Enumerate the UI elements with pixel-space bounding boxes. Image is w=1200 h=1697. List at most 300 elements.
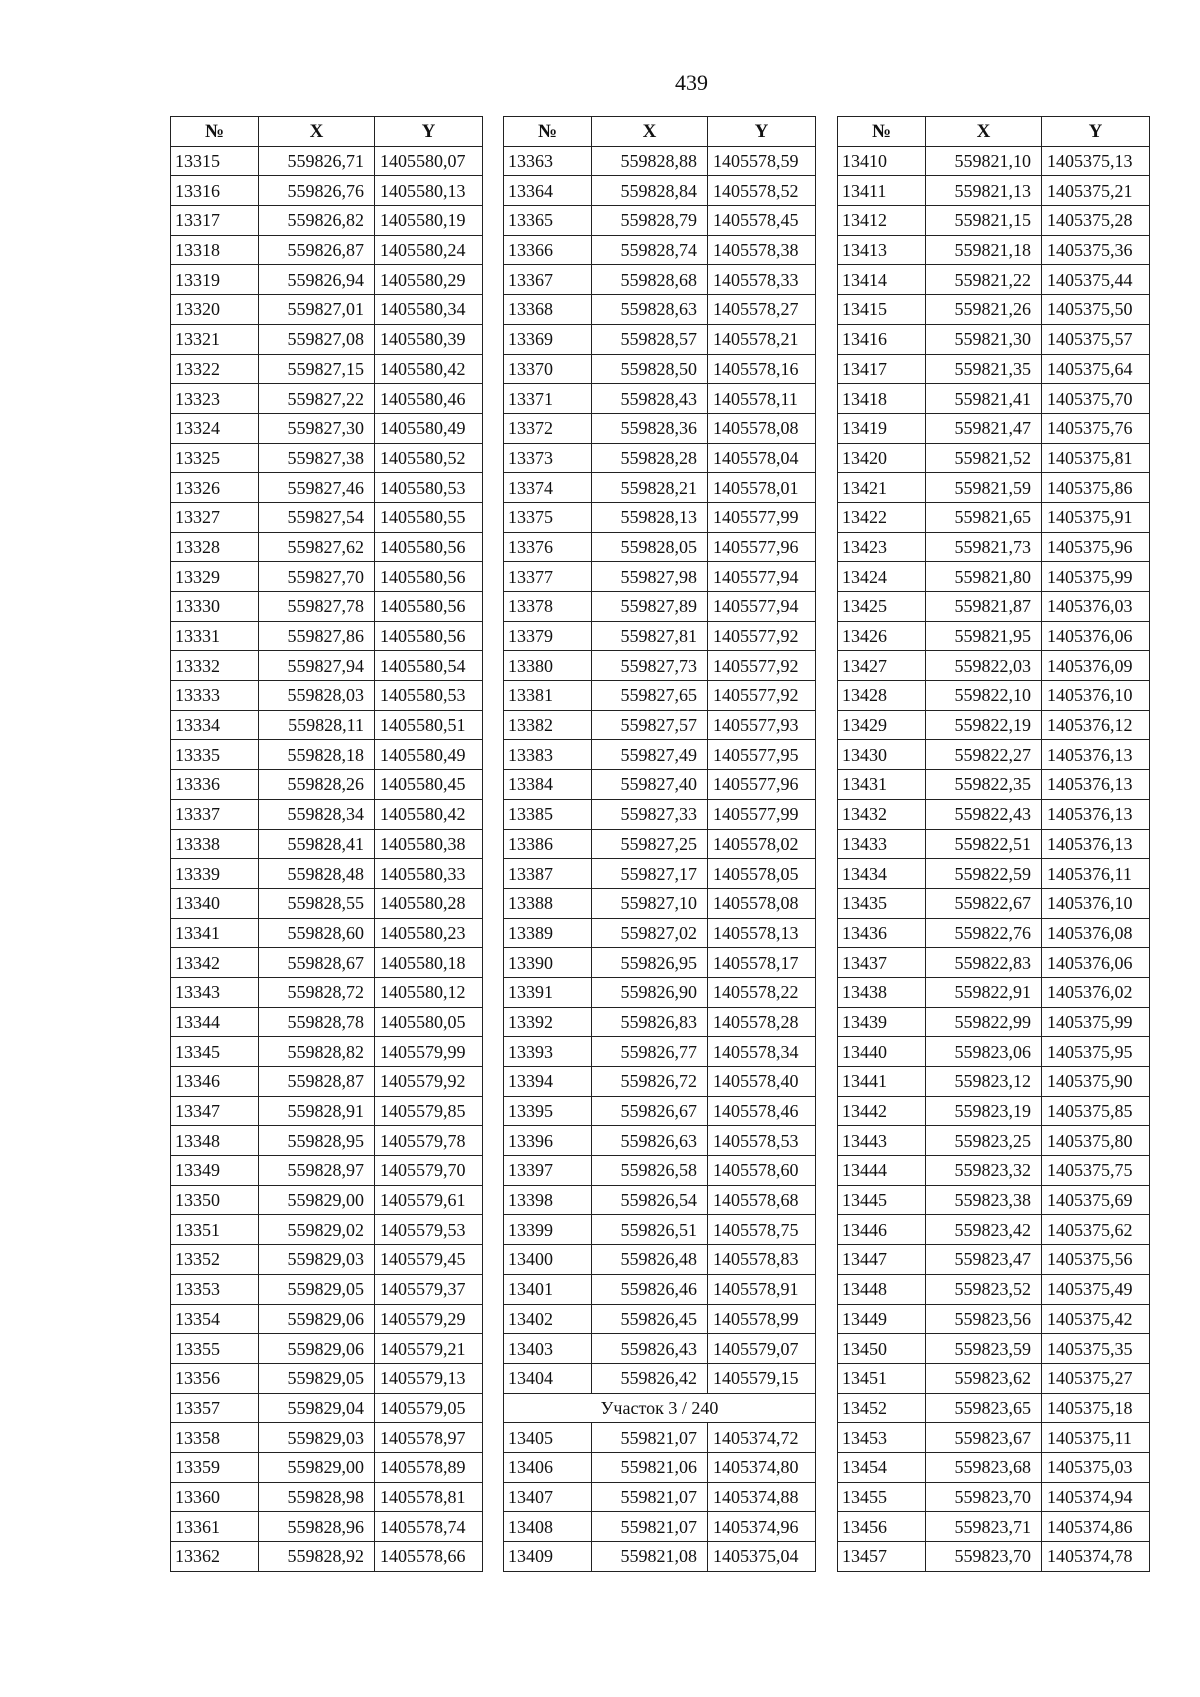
y-coordinate-cell: 1405580,33 bbox=[375, 859, 483, 889]
x-coordinate-cell: 559821,08 bbox=[592, 1542, 708, 1572]
x-coordinate-cell: 559826,94 bbox=[259, 265, 375, 295]
table-row bbox=[838, 592, 1150, 622]
y-coordinate-cell: 1405578,66 bbox=[375, 1542, 483, 1572]
point-number-cell: 13376 bbox=[504, 532, 592, 562]
y-coordinate-cell: 1405580,39 bbox=[375, 324, 483, 354]
y-coordinate-cell: 1405580,55 bbox=[375, 502, 483, 532]
x-coordinate-cell: 559828,84 bbox=[592, 176, 708, 206]
y-coordinate-cell: 1405580,49 bbox=[375, 413, 483, 443]
table-row bbox=[504, 592, 816, 622]
x-coordinate-cell: 559826,51 bbox=[592, 1215, 708, 1245]
point-number-cell: 13349 bbox=[171, 1156, 259, 1186]
point-number-cell: 13325 bbox=[171, 443, 259, 473]
point-number-cell: 13405 bbox=[504, 1423, 592, 1453]
point-number-cell: 13361 bbox=[171, 1512, 259, 1542]
point-number-cell: 13433 bbox=[838, 829, 926, 859]
point-number-cell: 13408 bbox=[504, 1512, 592, 1542]
y-coordinate-cell: 1405376,11 bbox=[1042, 859, 1150, 889]
point-number-cell: 13345 bbox=[171, 1037, 259, 1067]
point-number-cell: 13403 bbox=[504, 1334, 592, 1364]
point-number-cell: 13429 bbox=[838, 710, 926, 740]
table-row bbox=[838, 1245, 1150, 1275]
y-coordinate-cell: 1405376,09 bbox=[1042, 651, 1150, 681]
x-coordinate-cell: 559829,03 bbox=[259, 1423, 375, 1453]
x-coordinate-cell: 559828,97 bbox=[259, 1156, 375, 1186]
column-header-number: № bbox=[504, 117, 592, 147]
y-coordinate-cell: 1405580,42 bbox=[375, 799, 483, 829]
x-coordinate-cell: 559828,91 bbox=[259, 1096, 375, 1126]
point-number-cell: 13367 bbox=[504, 265, 592, 295]
x-coordinate-cell: 559828,82 bbox=[259, 1037, 375, 1067]
y-coordinate-cell: 1405578,27 bbox=[708, 295, 816, 325]
y-coordinate-cell: 1405375,35 bbox=[1042, 1334, 1150, 1364]
table-row bbox=[838, 918, 1150, 948]
section-heading-row bbox=[504, 1393, 816, 1423]
y-coordinate-cell: 1405375,96 bbox=[1042, 532, 1150, 562]
x-coordinate-cell: 559826,72 bbox=[592, 1067, 708, 1097]
point-number-cell: 13413 bbox=[838, 235, 926, 265]
table-row bbox=[504, 1096, 816, 1126]
y-coordinate-cell: 1405578,16 bbox=[708, 354, 816, 384]
x-coordinate-cell: 559829,00 bbox=[259, 1452, 375, 1482]
point-number-cell: 13370 bbox=[504, 354, 592, 384]
table-row bbox=[838, 1334, 1150, 1364]
y-coordinate-cell: 1405577,92 bbox=[708, 651, 816, 681]
x-coordinate-cell: 559822,99 bbox=[926, 1007, 1042, 1037]
y-coordinate-cell: 1405580,56 bbox=[375, 592, 483, 622]
point-number-cell: 13387 bbox=[504, 859, 592, 889]
x-coordinate-cell: 559826,95 bbox=[592, 948, 708, 978]
x-coordinate-cell: 559827,17 bbox=[592, 859, 708, 889]
y-coordinate-cell: 1405580,29 bbox=[375, 265, 483, 295]
table-row bbox=[171, 1452, 483, 1482]
x-coordinate-cell: 559826,63 bbox=[592, 1126, 708, 1156]
table-row bbox=[838, 710, 1150, 740]
table-row bbox=[171, 562, 483, 592]
table-row bbox=[171, 681, 483, 711]
x-coordinate-cell: 559828,63 bbox=[592, 295, 708, 325]
x-coordinate-cell: 559827,08 bbox=[259, 324, 375, 354]
table-row bbox=[504, 146, 816, 176]
point-number-cell: 13368 bbox=[504, 295, 592, 325]
point-number-cell: 13372 bbox=[504, 413, 592, 443]
x-coordinate-cell: 559827,30 bbox=[259, 413, 375, 443]
y-coordinate-cell: 1405578,04 bbox=[708, 443, 816, 473]
point-number-cell: 13436 bbox=[838, 918, 926, 948]
x-coordinate-cell: 559827,33 bbox=[592, 799, 708, 829]
table-row bbox=[838, 206, 1150, 236]
table-row bbox=[504, 1363, 816, 1393]
table-row bbox=[171, 324, 483, 354]
table-row bbox=[838, 295, 1150, 325]
point-number-cell: 13371 bbox=[504, 384, 592, 414]
y-coordinate-cell: 1405374,86 bbox=[1042, 1512, 1150, 1542]
table-row bbox=[171, 770, 483, 800]
table-row bbox=[171, 918, 483, 948]
y-coordinate-cell: 1405578,99 bbox=[708, 1304, 816, 1334]
x-coordinate-cell: 559823,32 bbox=[926, 1156, 1042, 1186]
x-coordinate-cell: 559822,03 bbox=[926, 651, 1042, 681]
y-coordinate-cell: 1405375,62 bbox=[1042, 1215, 1150, 1245]
x-coordinate-cell: 559823,68 bbox=[926, 1452, 1042, 1482]
table-row bbox=[171, 1245, 483, 1275]
x-coordinate-cell: 559821,07 bbox=[592, 1482, 708, 1512]
point-number-cell: 13364 bbox=[504, 176, 592, 206]
point-number-cell: 13326 bbox=[171, 473, 259, 503]
y-coordinate-cell: 1405577,99 bbox=[708, 799, 816, 829]
point-number-cell: 13315 bbox=[171, 146, 259, 176]
y-coordinate-cell: 1405580,12 bbox=[375, 977, 483, 1007]
y-coordinate-cell: 1405375,03 bbox=[1042, 1452, 1150, 1482]
y-coordinate-cell: 1405374,80 bbox=[708, 1452, 816, 1482]
point-number-cell: 13336 bbox=[171, 770, 259, 800]
table-row bbox=[838, 740, 1150, 770]
x-coordinate-cell: 559829,06 bbox=[259, 1304, 375, 1334]
table-row bbox=[171, 443, 483, 473]
table-row bbox=[838, 1482, 1150, 1512]
table-row bbox=[504, 324, 816, 354]
table-row bbox=[838, 1067, 1150, 1097]
x-coordinate-cell: 559823,42 bbox=[926, 1215, 1042, 1245]
point-number-cell: 13329 bbox=[171, 562, 259, 592]
y-coordinate-cell: 1405578,01 bbox=[708, 473, 816, 503]
x-coordinate-cell: 559828,43 bbox=[592, 384, 708, 414]
table-row bbox=[504, 1542, 816, 1572]
column-header-number: № bbox=[838, 117, 926, 147]
table-row bbox=[171, 1482, 483, 1512]
x-coordinate-cell: 559828,74 bbox=[592, 235, 708, 265]
x-coordinate-cell: 559823,65 bbox=[926, 1393, 1042, 1423]
y-coordinate-cell: 1405580,51 bbox=[375, 710, 483, 740]
x-coordinate-cell: 559827,02 bbox=[592, 918, 708, 948]
y-coordinate-cell: 1405578,60 bbox=[708, 1156, 816, 1186]
table-row bbox=[504, 770, 816, 800]
x-coordinate-cell: 559828,88 bbox=[592, 146, 708, 176]
point-number-cell: 13375 bbox=[504, 502, 592, 532]
table-row bbox=[504, 502, 816, 532]
x-coordinate-cell: 559823,47 bbox=[926, 1245, 1042, 1275]
x-coordinate-cell: 559821,22 bbox=[926, 265, 1042, 295]
y-coordinate-cell: 1405376,12 bbox=[1042, 710, 1150, 740]
x-coordinate-cell: 559821,41 bbox=[926, 384, 1042, 414]
table-row bbox=[171, 1126, 483, 1156]
table-row bbox=[171, 621, 483, 651]
y-coordinate-cell: 1405376,13 bbox=[1042, 829, 1150, 859]
x-coordinate-cell: 559828,68 bbox=[592, 265, 708, 295]
x-coordinate-cell: 559823,70 bbox=[926, 1542, 1042, 1572]
table-row bbox=[838, 176, 1150, 206]
point-number-cell: 13360 bbox=[171, 1482, 259, 1512]
x-coordinate-cell: 559823,67 bbox=[926, 1423, 1042, 1453]
table-row bbox=[504, 681, 816, 711]
y-coordinate-cell: 1405580,56 bbox=[375, 621, 483, 651]
table-row bbox=[171, 888, 483, 918]
y-coordinate-cell: 1405578,17 bbox=[708, 948, 816, 978]
y-coordinate-cell: 1405375,69 bbox=[1042, 1185, 1150, 1215]
x-coordinate-cell: 559823,06 bbox=[926, 1037, 1042, 1067]
table-row bbox=[171, 176, 483, 206]
y-coordinate-cell: 1405580,07 bbox=[375, 146, 483, 176]
y-coordinate-cell: 1405376,03 bbox=[1042, 592, 1150, 622]
x-coordinate-cell: 559828,18 bbox=[259, 740, 375, 770]
x-coordinate-cell: 559827,57 bbox=[592, 710, 708, 740]
table-row bbox=[838, 888, 1150, 918]
x-coordinate-cell: 559821,65 bbox=[926, 502, 1042, 532]
point-number-cell: 13453 bbox=[838, 1423, 926, 1453]
x-coordinate-cell: 559826,71 bbox=[259, 146, 375, 176]
point-number-cell: 13350 bbox=[171, 1185, 259, 1215]
y-coordinate-cell: 1405578,21 bbox=[708, 324, 816, 354]
table-row bbox=[171, 948, 483, 978]
y-coordinate-cell: 1405579,13 bbox=[375, 1363, 483, 1393]
y-coordinate-cell: 1405578,46 bbox=[708, 1096, 816, 1126]
y-coordinate-cell: 1405578,34 bbox=[708, 1037, 816, 1067]
table-row bbox=[171, 354, 483, 384]
y-coordinate-cell: 1405577,99 bbox=[708, 502, 816, 532]
x-coordinate-cell: 559828,34 bbox=[259, 799, 375, 829]
y-coordinate-cell: 1405374,72 bbox=[708, 1423, 816, 1453]
point-number-cell: 13384 bbox=[504, 770, 592, 800]
x-coordinate-cell: 559821,80 bbox=[926, 562, 1042, 592]
x-coordinate-cell: 559827,25 bbox=[592, 829, 708, 859]
x-coordinate-cell: 559827,73 bbox=[592, 651, 708, 681]
x-coordinate-cell: 559821,18 bbox=[926, 235, 1042, 265]
y-coordinate-cell: 1405580,54 bbox=[375, 651, 483, 681]
point-number-cell: 13428 bbox=[838, 681, 926, 711]
x-coordinate-cell: 559821,07 bbox=[592, 1423, 708, 1453]
table-row bbox=[504, 265, 816, 295]
table-row bbox=[171, 740, 483, 770]
point-number-cell: 13318 bbox=[171, 235, 259, 265]
y-coordinate-cell: 1405375,04 bbox=[708, 1542, 816, 1572]
y-coordinate-cell: 1405579,99 bbox=[375, 1037, 483, 1067]
point-number-cell: 13383 bbox=[504, 740, 592, 770]
table-row bbox=[171, 1423, 483, 1453]
y-coordinate-cell: 1405579,70 bbox=[375, 1156, 483, 1186]
point-number-cell: 13323 bbox=[171, 384, 259, 414]
table-row bbox=[504, 740, 816, 770]
table-row bbox=[504, 710, 816, 740]
y-coordinate-cell: 1405578,83 bbox=[708, 1245, 816, 1275]
point-number-cell: 13417 bbox=[838, 354, 926, 384]
table-row bbox=[504, 1126, 816, 1156]
table-row bbox=[171, 1393, 483, 1423]
x-coordinate-cell: 559829,03 bbox=[259, 1245, 375, 1275]
table-row bbox=[504, 413, 816, 443]
point-number-cell: 13420 bbox=[838, 443, 926, 473]
point-number-cell: 13404 bbox=[504, 1363, 592, 1393]
x-coordinate-cell: 559828,28 bbox=[592, 443, 708, 473]
point-number-cell: 13391 bbox=[504, 977, 592, 1007]
y-coordinate-cell: 1405580,18 bbox=[375, 948, 483, 978]
y-coordinate-cell: 1405375,49 bbox=[1042, 1274, 1150, 1304]
y-coordinate-cell: 1405376,10 bbox=[1042, 681, 1150, 711]
x-coordinate-cell: 559827,70 bbox=[259, 562, 375, 592]
table-row bbox=[504, 799, 816, 829]
point-number-cell: 13339 bbox=[171, 859, 259, 889]
x-coordinate-cell: 559828,79 bbox=[592, 206, 708, 236]
y-coordinate-cell: 1405578,13 bbox=[708, 918, 816, 948]
point-number-cell: 13396 bbox=[504, 1126, 592, 1156]
y-coordinate-cell: 1405580,45 bbox=[375, 770, 483, 800]
y-coordinate-cell: 1405375,28 bbox=[1042, 206, 1150, 236]
table-row bbox=[171, 859, 483, 889]
x-coordinate-cell: 559822,19 bbox=[926, 710, 1042, 740]
x-coordinate-cell: 559827,46 bbox=[259, 473, 375, 503]
x-coordinate-cell: 559829,02 bbox=[259, 1215, 375, 1245]
point-number-cell: 13378 bbox=[504, 592, 592, 622]
y-coordinate-cell: 1405375,70 bbox=[1042, 384, 1150, 414]
table-row bbox=[504, 384, 816, 414]
table-row bbox=[504, 859, 816, 889]
point-number-cell: 13343 bbox=[171, 977, 259, 1007]
y-coordinate-cell: 1405578,22 bbox=[708, 977, 816, 1007]
x-coordinate-cell: 559821,59 bbox=[926, 473, 1042, 503]
x-coordinate-cell: 559828,13 bbox=[592, 502, 708, 532]
y-coordinate-cell: 1405374,88 bbox=[708, 1482, 816, 1512]
table-row bbox=[171, 651, 483, 681]
table-row bbox=[504, 888, 816, 918]
x-coordinate-cell: 559822,10 bbox=[926, 681, 1042, 711]
page-number: 439 bbox=[675, 70, 708, 95]
point-number-cell: 13434 bbox=[838, 859, 926, 889]
point-number-cell: 13439 bbox=[838, 1007, 926, 1037]
x-coordinate-cell: 559827,89 bbox=[592, 592, 708, 622]
table-row bbox=[171, 1304, 483, 1334]
table-row bbox=[504, 651, 816, 681]
y-coordinate-cell: 1405577,94 bbox=[708, 562, 816, 592]
point-number-cell: 13355 bbox=[171, 1334, 259, 1364]
point-number-cell: 13449 bbox=[838, 1304, 926, 1334]
table-row bbox=[504, 948, 816, 978]
point-number-cell: 13335 bbox=[171, 740, 259, 770]
column-header-y: Y bbox=[375, 117, 483, 147]
x-coordinate-cell: 559823,59 bbox=[926, 1334, 1042, 1364]
point-number-cell: 13425 bbox=[838, 592, 926, 622]
point-number-cell: 13426 bbox=[838, 621, 926, 651]
table-row bbox=[504, 1007, 816, 1037]
table-row bbox=[838, 1156, 1150, 1186]
y-coordinate-cell: 1405375,36 bbox=[1042, 235, 1150, 265]
point-number-cell: 13327 bbox=[171, 502, 259, 532]
y-coordinate-cell: 1405375,57 bbox=[1042, 324, 1150, 354]
point-number-cell: 13344 bbox=[171, 1007, 259, 1037]
x-coordinate-cell: 559828,55 bbox=[259, 888, 375, 918]
point-number-cell: 13440 bbox=[838, 1037, 926, 1067]
point-number-cell: 13363 bbox=[504, 146, 592, 176]
x-coordinate-cell: 559827,40 bbox=[592, 770, 708, 800]
x-coordinate-cell: 559823,62 bbox=[926, 1363, 1042, 1393]
point-number-cell: 13431 bbox=[838, 770, 926, 800]
x-coordinate-cell: 559822,76 bbox=[926, 918, 1042, 948]
table-row bbox=[838, 1185, 1150, 1215]
point-number-cell: 13385 bbox=[504, 799, 592, 829]
table-row bbox=[504, 1423, 816, 1453]
x-coordinate-cell: 559826,83 bbox=[592, 1007, 708, 1037]
point-number-cell: 13394 bbox=[504, 1067, 592, 1097]
table-row bbox=[838, 265, 1150, 295]
table-row bbox=[504, 562, 816, 592]
point-number-cell: 13450 bbox=[838, 1334, 926, 1364]
y-coordinate-cell: 1405578,28 bbox=[708, 1007, 816, 1037]
y-coordinate-cell: 1405578,45 bbox=[708, 206, 816, 236]
table-row bbox=[504, 235, 816, 265]
y-coordinate-cell: 1405579,29 bbox=[375, 1304, 483, 1334]
x-coordinate-cell: 559827,78 bbox=[259, 592, 375, 622]
x-coordinate-cell: 559826,76 bbox=[259, 176, 375, 206]
x-coordinate-cell: 559828,87 bbox=[259, 1067, 375, 1097]
point-number-cell: 13321 bbox=[171, 324, 259, 354]
y-coordinate-cell: 1405375,91 bbox=[1042, 502, 1150, 532]
column-header-y: Y bbox=[708, 117, 816, 147]
table-row bbox=[171, 1274, 483, 1304]
y-coordinate-cell: 1405579,53 bbox=[375, 1215, 483, 1245]
x-coordinate-cell: 559822,51 bbox=[926, 829, 1042, 859]
table-row bbox=[838, 651, 1150, 681]
y-coordinate-cell: 1405375,50 bbox=[1042, 295, 1150, 325]
x-coordinate-cell: 559821,35 bbox=[926, 354, 1042, 384]
point-number-cell: 13435 bbox=[838, 888, 926, 918]
point-number-cell: 13373 bbox=[504, 443, 592, 473]
point-number-cell: 13342 bbox=[171, 948, 259, 978]
table-row bbox=[838, 621, 1150, 651]
table-row bbox=[838, 829, 1150, 859]
table-row bbox=[171, 295, 483, 325]
y-coordinate-cell: 1405579,07 bbox=[708, 1334, 816, 1364]
x-coordinate-cell: 559823,71 bbox=[926, 1512, 1042, 1542]
x-coordinate-cell: 559821,15 bbox=[926, 206, 1042, 236]
x-coordinate-cell: 559821,47 bbox=[926, 413, 1042, 443]
y-coordinate-cell: 1405375,44 bbox=[1042, 265, 1150, 295]
table-row bbox=[504, 473, 816, 503]
y-coordinate-cell: 1405578,11 bbox=[708, 384, 816, 414]
point-number-cell: 13347 bbox=[171, 1096, 259, 1126]
y-coordinate-cell: 1405375,95 bbox=[1042, 1037, 1150, 1067]
x-coordinate-cell: 559823,38 bbox=[926, 1185, 1042, 1215]
y-coordinate-cell: 1405580,24 bbox=[375, 235, 483, 265]
point-number-cell: 13422 bbox=[838, 502, 926, 532]
y-coordinate-cell: 1405376,13 bbox=[1042, 799, 1150, 829]
y-coordinate-cell: 1405374,94 bbox=[1042, 1482, 1150, 1512]
y-coordinate-cell: 1405579,45 bbox=[375, 1245, 483, 1275]
table-row bbox=[171, 799, 483, 829]
point-number-cell: 13398 bbox=[504, 1185, 592, 1215]
table-row bbox=[504, 829, 816, 859]
table-row bbox=[171, 1334, 483, 1364]
point-number-cell: 13362 bbox=[171, 1542, 259, 1572]
x-coordinate-cell: 559828,48 bbox=[259, 859, 375, 889]
table-row bbox=[838, 235, 1150, 265]
x-coordinate-cell: 559828,57 bbox=[592, 324, 708, 354]
table-row bbox=[504, 621, 816, 651]
y-coordinate-cell: 1405375,90 bbox=[1042, 1067, 1150, 1097]
table-row bbox=[504, 354, 816, 384]
point-number-cell: 13374 bbox=[504, 473, 592, 503]
table-row bbox=[838, 1423, 1150, 1453]
point-number-cell: 13330 bbox=[171, 592, 259, 622]
y-coordinate-cell: 1405578,75 bbox=[708, 1215, 816, 1245]
point-number-cell: 13357 bbox=[171, 1393, 259, 1423]
table-row bbox=[504, 1185, 816, 1215]
section-heading: Участок 3 / 240 bbox=[504, 1393, 816, 1423]
table-row bbox=[838, 1007, 1150, 1037]
table-row bbox=[838, 799, 1150, 829]
x-coordinate-cell: 559821,95 bbox=[926, 621, 1042, 651]
x-coordinate-cell: 559822,35 bbox=[926, 770, 1042, 800]
table-row bbox=[838, 1215, 1150, 1245]
point-number-cell: 13390 bbox=[504, 948, 592, 978]
table-row bbox=[504, 1067, 816, 1097]
